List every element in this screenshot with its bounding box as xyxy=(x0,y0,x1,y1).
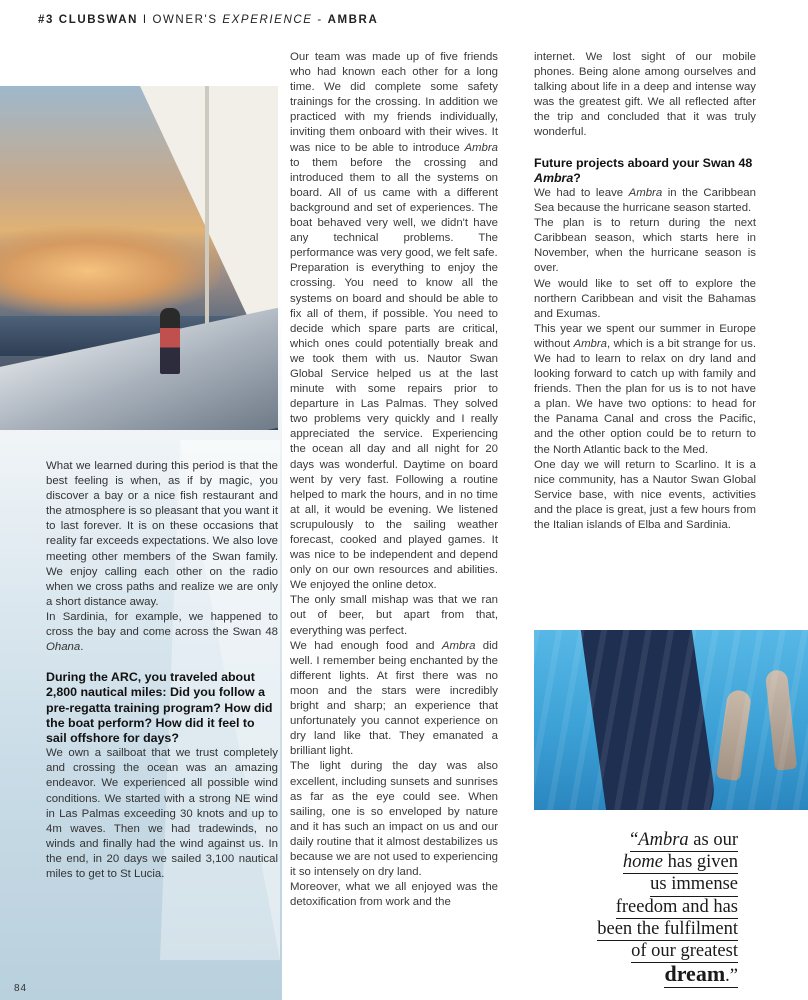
quote-line: us immense xyxy=(650,874,738,896)
text-run: as our xyxy=(688,830,738,850)
text-run: did well. I remember being enchanted by the different lights. At first there was no moon and the stars were incredibly bright and sharp; an experience that unfortunately you cannot experience on dry land like that. They emanated a brilliant light. xyxy=(290,639,498,758)
text-run: We had to leave xyxy=(534,186,629,199)
boat-name-italic: Ambra xyxy=(464,141,498,154)
running-header xyxy=(38,14,378,26)
text-run: , which is a bit strange for us. We had to learn to relax on dry land and looking forward to catch up with family and friends. Then the plan for us is to not have a plan. We have two options: to head for the Panama Canal and cross the Pacific, and the other option could be to return to the North Atlantic back to the Med. xyxy=(534,337,756,456)
quote-line: been the fulfilment xyxy=(597,919,738,941)
paragraph: What we learned during this period is that the best feeling is when, as if by magic, you discover a bay or a nice fish restaurant and the atmosphere is so pleasant that you want it to last forever. It is on these occasions that reality far exceeds expectations. We also love meeting other members of the Swan family. We enjoy calling each other on the radio when we cross paths and realize we are only a short distance away. xyxy=(46,460,278,608)
header-separator: I xyxy=(142,14,148,26)
text-run: Future projects aboard your Swan 48 xyxy=(534,155,753,170)
paragraph xyxy=(290,639,498,760)
boat-name-italic: Ohana xyxy=(46,641,81,654)
boat-name-italic: Ambra xyxy=(628,186,663,199)
pull-quote xyxy=(478,830,738,988)
paragraph: One day we will return to Scarlino. It is a nice community, has a Nautor Swan Global Service base, with nice events, activities and the place is great, just a few hours from the Italian islands of Elba and Sardinia. xyxy=(534,458,756,532)
boat-name: AMBRA xyxy=(327,14,379,26)
paragraph xyxy=(534,186,756,216)
text-run: ? xyxy=(573,170,581,185)
text-run: Our team was made up of five friends who had known each other for a long time. We did complete some safety trainings for the crossing. In addition we practiced with my friends individually, inviting them onboard with their wives. It was nice to be able to introduce xyxy=(290,51,498,154)
underwater-photo xyxy=(534,630,808,810)
text-run: to them before the crossing and introduced them to all the systems on board. All of us came with a different background and set of experiences. The boat behaved very well, we didn't have any technical problems. The performance was very good, we felt safe. xyxy=(290,156,498,260)
magazine-name: CLUBSWAN xyxy=(58,14,139,26)
text-run: In Sardinia, for example, we happened to cross the bay and come across the Swan 48 xyxy=(46,610,278,639)
paragraph xyxy=(534,322,756,458)
boat-name-italic: Ambra xyxy=(638,830,689,850)
boat-name-italic: Ambra xyxy=(534,170,574,185)
paragraph: The light during the day was also excellent, including sunsets and sunrises as far as the eye could see. When sailing, one is so enveloped by nature and it has such an impact on us and our daily routine that it almost destabilizes us because we are not used to experiencing it so intensely on dry land. xyxy=(290,760,498,879)
emphasis-italic: home xyxy=(622,852,663,873)
text-run: . xyxy=(80,641,84,654)
open-quote-mark: “ xyxy=(630,830,639,850)
text-run: has given xyxy=(662,852,738,873)
close-quote-mark: .” xyxy=(725,966,738,987)
quote-line: freedom and has xyxy=(616,897,738,919)
paragraph: We own a sailboat that we trust completely and crossing the ocean was an amazing endeavor. We experienced all possible wind conditions. We started with a strong NE wind in Las Palmas exceeding 30 knots and up to 4m waves. Then we had tradewinds, no winds and finally had the wind against us. In the end, in 20 days we sailed 3,100 nautical miles to get to St Lucia. xyxy=(46,747,278,880)
interview-question: During the ARC, you traveled about 2,800 nautical miles: Did you follow a pre-regatta training program? How did the boat perform? How did it feel to sail offshore for days? xyxy=(46,670,273,746)
header-dash: - xyxy=(317,14,323,26)
quote-line xyxy=(630,830,738,852)
paragraph: We would like to set off to explore the northern Caribbean and visit the Bahamas and Exumas. xyxy=(534,277,756,320)
article-column-3 xyxy=(534,50,756,533)
paragraph: The only small mishap was that we ran out of beer, but apart from that, everything was perfect. xyxy=(290,594,498,637)
section-prefix: OWNER'S xyxy=(152,14,218,26)
section-italic: EXPERIENCE xyxy=(222,14,313,26)
issue-number: #3 xyxy=(38,14,54,26)
interview-question xyxy=(534,156,756,186)
article-column-1 xyxy=(46,459,278,882)
paragraph xyxy=(46,610,278,655)
boat-name-italic: Ambra xyxy=(441,639,476,652)
boat-name-italic: Ambra xyxy=(573,337,608,350)
quote-line xyxy=(664,963,738,988)
text-run: This year we spent our summer in Europe without xyxy=(534,322,756,350)
paragraph: internet. We lost sight of our mobile phones. Being alone among ourselves and talking about life in a deep and intense way was the greatest gift. We all reflected after the trip and concluded that it was truly wonderful. xyxy=(534,51,756,139)
paragraph xyxy=(290,50,498,261)
paragraph: Preparation is everything to enjoy the crossing. You need to know all the systems on board and should be able to fix all of them, if possible. You need to decide which spare parts are critical, which ones could potentially break and we took them with us. Nautor Swan Global Service helped us at the last minute with some repairs prior to departure in Las Palmas. They solved two problems very quickly and I really appreciated the service. Experiencing the ocean all day and all night for 20 days was wonderful. Daytime on board went by very fast. Following a routine helped to mark the hours, and in no time at all, it would be evening. We listened scrupulously to the sailing weather forecast, cooked and played games. It was nice to be independent and depend only on our own resources and abilities. We enjoyed the online detox. xyxy=(290,262,498,592)
emphasis-word: dream xyxy=(664,961,726,987)
article-column-2 xyxy=(290,50,498,910)
text-run: We had enough food and xyxy=(290,639,442,652)
paragraph: Moreover, what we all enjoyed was the detoxification from work and the xyxy=(290,881,498,909)
page-number: 84 xyxy=(14,983,28,994)
person-on-deck xyxy=(160,308,180,374)
quote-line xyxy=(623,852,738,874)
quote-line: of our greatest xyxy=(631,941,738,963)
sailing-photo xyxy=(0,86,278,430)
text-run: in the Caribbean Sea because the hurricane season started. xyxy=(534,186,756,215)
light-rays xyxy=(534,630,808,810)
paragraph: The plan is to return during the next Caribbean season, which starts here in November, when the hurricane season is over. xyxy=(534,217,756,275)
